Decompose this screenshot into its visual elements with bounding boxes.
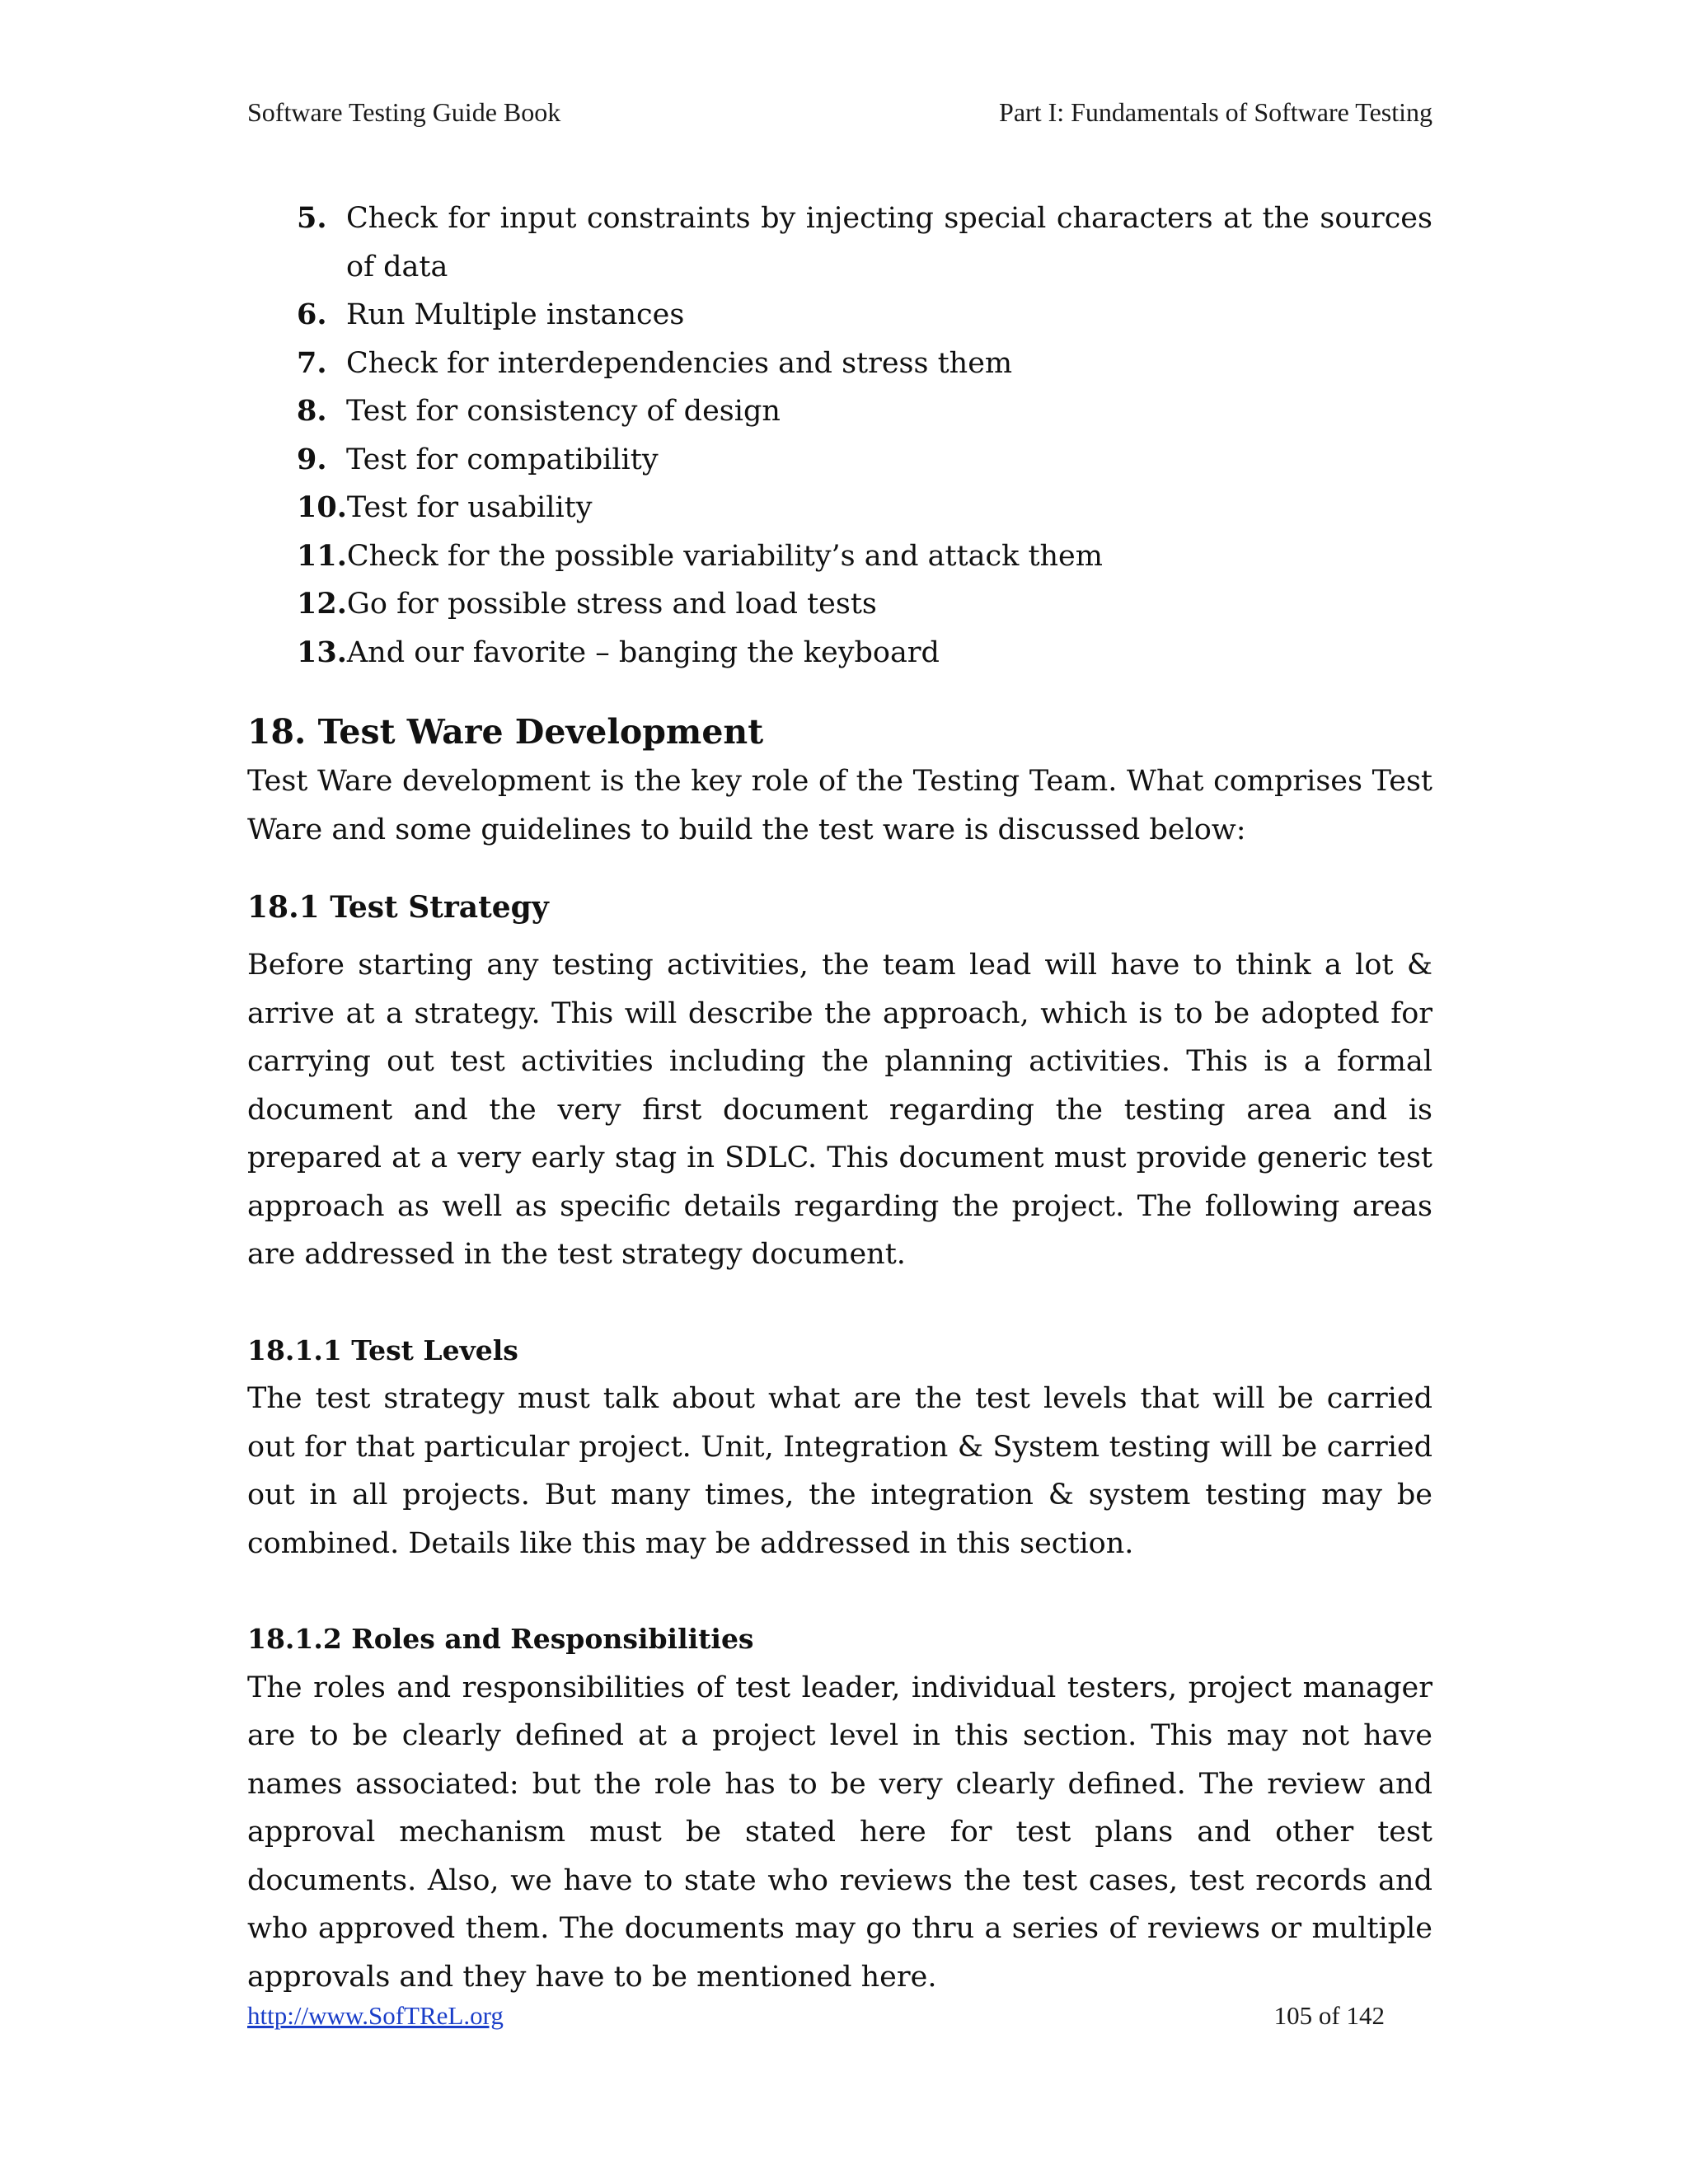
page-footer: [247, 2001, 1385, 2037]
list-item-number: 6.: [297, 298, 327, 331]
list-item-text: Go for possible stress and load tests: [346, 588, 877, 621]
list-item: [297, 194, 1432, 291]
subsubsection-heading-roles-responsibilities: 18.1.2 Roles and Responsibilities: [247, 1623, 754, 1655]
list-item: [297, 340, 1432, 388]
list-item: [297, 629, 1432, 677]
section-heading-test-ware-development: 18. Test Ware Development: [247, 712, 764, 752]
list-item-text: Check for interdependencies and stress them: [346, 346, 1013, 380]
list-item-number: 9.: [297, 442, 327, 476]
list-item-text: And our favorite – banging the keyboard: [346, 635, 940, 669]
list-item: [297, 291, 1432, 340]
list-item: [297, 532, 1432, 581]
section-intro-paragraph: Test Ware development is the key role of the Testing Team. What comprises Test Ware and some guidelines to build the test ware is discussed below:: [247, 765, 1432, 846]
subsubsection-heading-test-levels: 18.1.1 Test Levels: [247, 1333, 518, 1366]
page-number: 105 of 142: [1273, 2001, 1385, 2030]
list-item-number: 8.: [297, 394, 327, 428]
list-item: [297, 387, 1432, 436]
list-item-text: Test for usability: [346, 491, 593, 524]
page-content: [247, 194, 1432, 2001]
list-item-text: Test for consistency of design: [346, 395, 781, 428]
test-levels-paragraph: The test strategy must talk about what are the test levels that will be carried out for that particular project. Unit, Integration & System testing will be carried out in all projects. But many times, the integration & system testing may be combined. Details like this may be addressed in this section.: [247, 1382, 1432, 1560]
list-item: [297, 484, 1432, 532]
list-item-text: Check for input constraints by injecting special characters at the sources of data: [346, 202, 1432, 284]
list-item-number: 10.: [297, 490, 347, 524]
list-item-number: 11.: [297, 538, 347, 573]
numbered-list: [297, 194, 1432, 677]
list-item: [297, 580, 1432, 629]
header-book-title: Software Testing Guide Book: [247, 97, 561, 127]
list-item: [297, 436, 1432, 485]
header-part-title: Part I: Fundamentals of Software Testing: [999, 97, 1432, 127]
list-item-number: 5.: [297, 201, 327, 235]
list-item-number: 13.: [297, 635, 347, 669]
roles-responsibilities-paragraph: The roles and responsibilities of test leader, individual testers, project manager are to be clearly defined at a project level in this section. This may not have names associated: but the role has to be very clearly defined. The review and approval mechanism must be stated here for test plans and other test documents. Also, we have to state who reviews the test cases, test records and who approved them. The documents may go thru a series of reviews or multiple approvals and they have to be mentioned here.: [247, 1671, 1432, 1994]
footer-website-link[interactable]: http://www.SofTReL.org: [247, 2001, 504, 2030]
list-item-number: 7.: [297, 345, 327, 380]
test-strategy-paragraph: Before starting any testing activities, the team lead will have to think a lot & arrive at a strategy. This will describe the approach, which is to be adopted for carrying out test activities including the planning activities. This is a formal document and the very first document regarding the testing area and is prepared at a very early stag in SDLC. This document must provide generic test approach as well as specific details regarding the project. The following areas are addressed in the test strategy document.: [247, 949, 1432, 1271]
list-item-text: Check for the possible variability’s and attack them: [346, 539, 1103, 573]
subsection-heading-test-strategy: 18.1 Test Strategy: [247, 890, 549, 925]
list-item-text: Run Multiple instances: [346, 298, 685, 331]
list-item-number: 12.: [297, 587, 347, 621]
page-header: [247, 97, 1432, 132]
list-item-text: Test for compatibility: [346, 443, 659, 476]
